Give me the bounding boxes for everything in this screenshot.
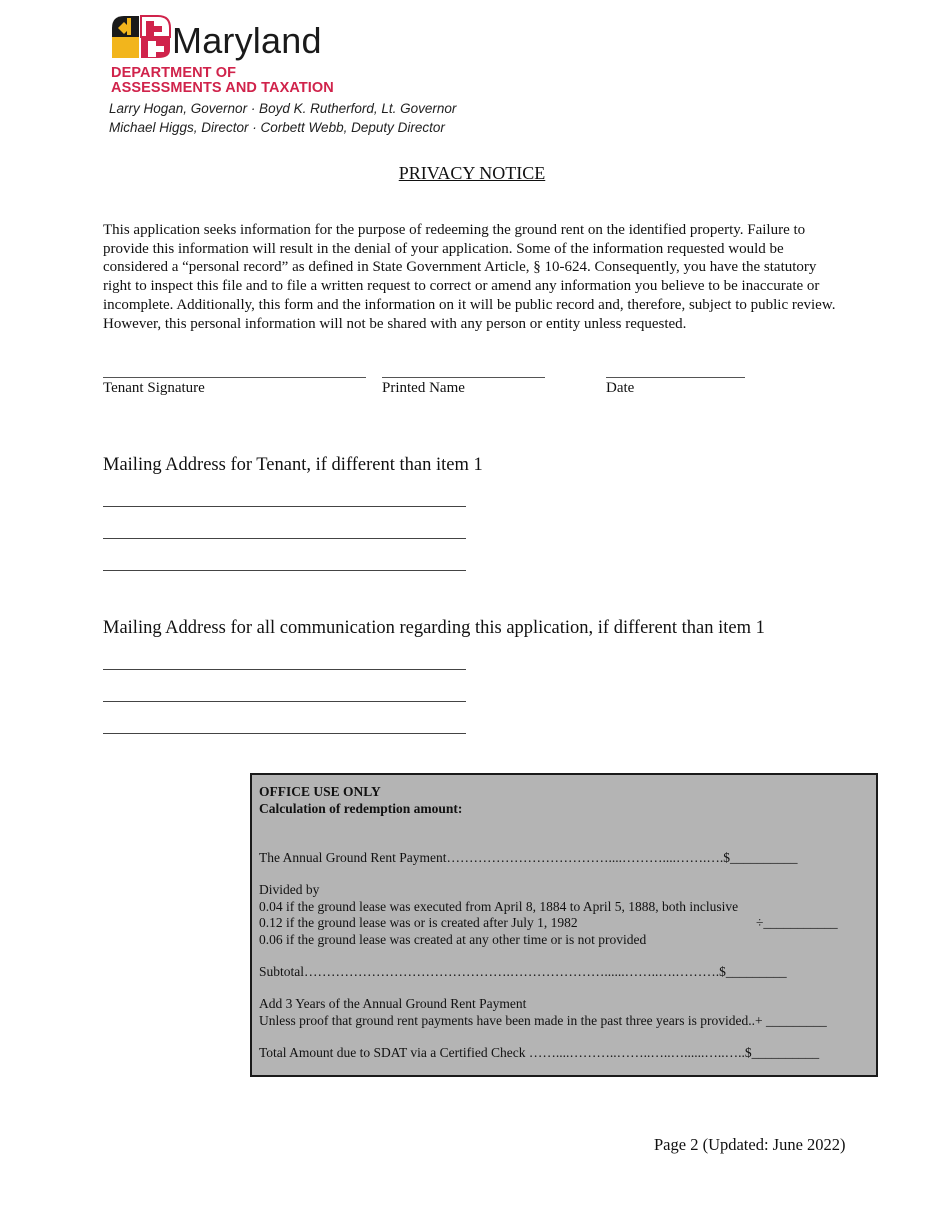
tenant-address-line-1[interactable] bbox=[103, 506, 466, 507]
printed-name-line[interactable] bbox=[382, 377, 545, 378]
communication-address-line-3[interactable] bbox=[103, 733, 466, 734]
maryland-logo bbox=[110, 14, 350, 64]
page-title: PRIVACY NOTICE bbox=[398, 163, 546, 183]
office-use-heading: OFFICE USE ONLY bbox=[259, 784, 381, 799]
tenant-signature-line[interactable] bbox=[103, 377, 366, 378]
annual-payment-line: The Annual Ground Rent Payment………………………………....………....…….….$__________ bbox=[259, 850, 798, 865]
add-three-years-label: Add 3 Years of the Annual Ground Rent Payment bbox=[259, 996, 527, 1011]
officials-block bbox=[109, 99, 456, 137]
communication-address-line-2[interactable] bbox=[103, 701, 466, 702]
page-number: Page 2 (Updated: June 2022) bbox=[654, 1135, 846, 1154]
tenant-address-heading: Mailing Address for Tenant, if different than item 1 bbox=[103, 455, 483, 475]
communication-address-heading: Mailing Address for all communication regarding this application, if different than item 1 bbox=[103, 618, 765, 638]
total-amount-line: Total Amount due to SDAT via a Certified Check ……....………..……..…..…......…..…..$__________ bbox=[259, 1045, 820, 1060]
proof-of-payment-line: Unless proof that ground rent payments have been made in the past three years is provided..+ _________ bbox=[259, 1013, 827, 1028]
brand-wordmark: Maryland bbox=[172, 20, 322, 61]
divided-by-label: Divided by bbox=[259, 882, 320, 897]
communication-address-line-1[interactable] bbox=[103, 669, 466, 670]
officials-line-2: Michael Higgs, Director · Corbett Webb, Deputy Director bbox=[109, 120, 445, 135]
tenant-address-line-3[interactable] bbox=[103, 570, 466, 571]
maryland-flag-icon bbox=[110, 14, 172, 60]
date-label: Date bbox=[606, 380, 635, 396]
subtotal-line: Subtotal……………………………………….…………………......……..….……….$_________ bbox=[259, 964, 787, 979]
privacy-notice-text: This application seeks information for the purpose of redeeming the ground rent on the identified property. Failure to provide this information will result in the denial of your application. Some of the information requested would be considered a “personal record” as defined in State Government Article, § 10-624. Consequently, you have the statutory right to inspect this file and to file a written request to correct or amend any information you believe to be inaccurate or incomplete. Additionally, this form and the information on it will be public record and, therefore, subject to public review. However, this personal information will not be shared with any person or entity unless requested. bbox=[103, 222, 836, 332]
officials-line-1: Larry Hogan, Governor · Boyd K. Rutherford, Lt. Governor bbox=[109, 101, 457, 116]
office-use-box bbox=[250, 773, 878, 1077]
tenant-signature-label: Tenant Signature bbox=[103, 380, 205, 396]
tenant-address-line-2[interactable] bbox=[103, 538, 466, 539]
rate-option-2: 0.12 if the ground lease was or is created after July 1, 1982 bbox=[259, 915, 578, 930]
department-line-2: ASSESSMENTS AND TAXATION bbox=[111, 80, 334, 96]
department-name bbox=[111, 66, 334, 96]
date-line[interactable] bbox=[606, 377, 745, 378]
printed-name-label: Printed Name bbox=[382, 380, 465, 396]
rate-option-3: 0.06 if the ground lease was created at any other time or is not provided bbox=[259, 932, 647, 947]
calculation-heading: Calculation of redemption amount: bbox=[259, 801, 463, 816]
divisor-blank: ÷___________ bbox=[756, 915, 838, 930]
department-line-1: DEPARTMENT OF bbox=[111, 65, 237, 81]
rate-option-1: 0.04 if the ground lease was executed from April 8, 1884 to April 5, 1888, both inclusive bbox=[259, 899, 739, 914]
